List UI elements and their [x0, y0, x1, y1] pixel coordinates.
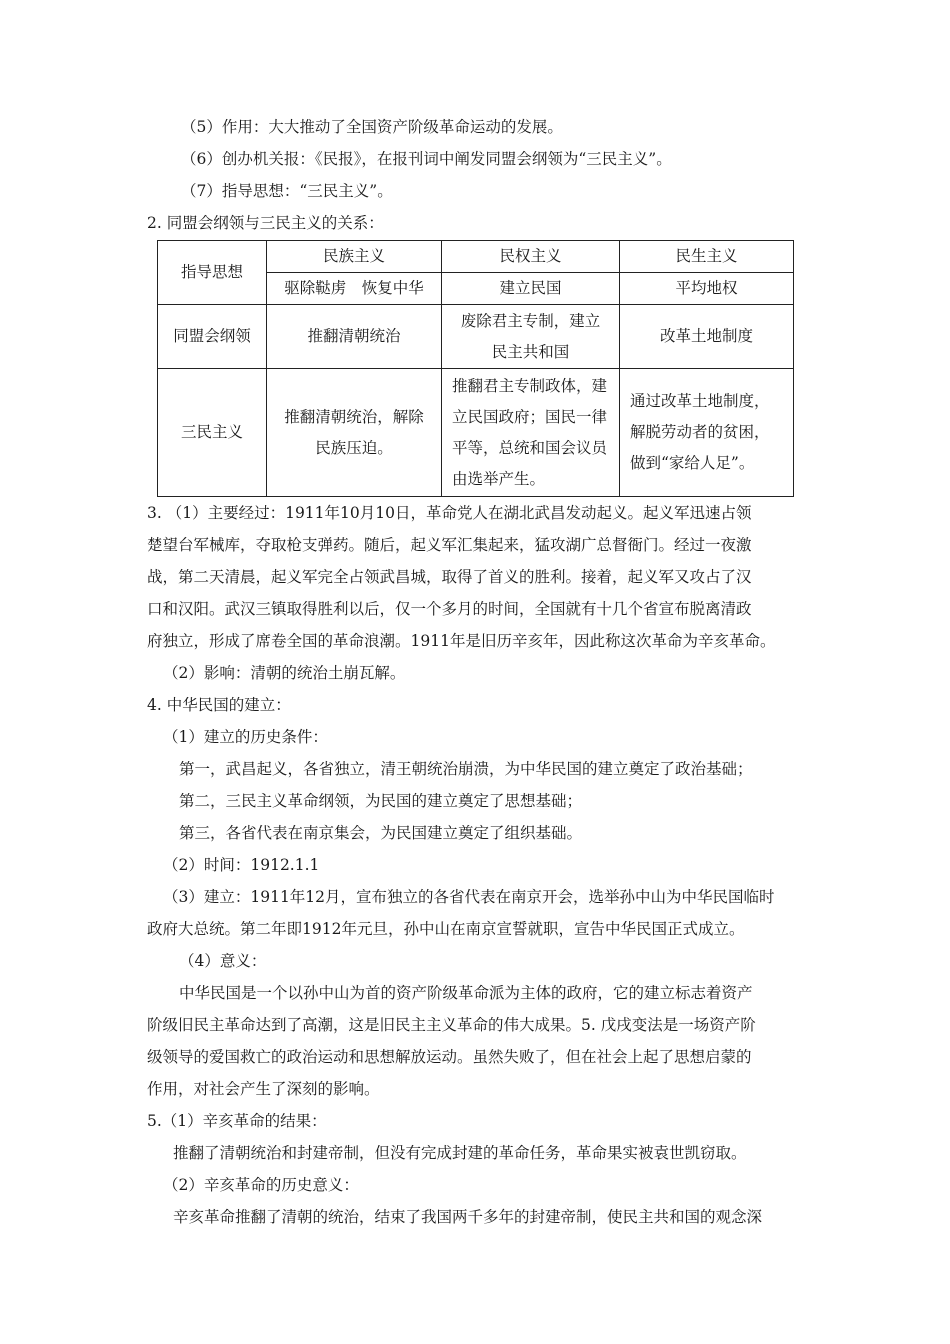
paragraph: 推翻了清朝统治和封建帝制，但没有完成封建的革命任务，革命果实被袁世凯窃取。: [173, 1144, 747, 1162]
paragraph: 辛亥革命推翻了清朝的统治，结束了我国两千多年的封建帝制，使民主共和国的观念深: [173, 1208, 763, 1226]
paragraph: （3）建立：1911年12月，宣布独立的各省代表在南京开会，选举孙中山为中华民国临时: [163, 888, 775, 906]
paragraph: （1）建立的历史条件：: [163, 728, 328, 746]
table-header: 民权主义: [442, 241, 620, 273]
table-cell: 废除君主专制，建立民主共和国: [442, 305, 620, 369]
paragraph: 中华民国是一个以孙中山为首的资产阶级革命派为主体的政府，它的建立标志着资产: [179, 984, 753, 1002]
table-row: [158, 305, 794, 369]
table-row: [158, 241, 794, 273]
paragraph: 作用，对社会产生了深刻的影响。: [147, 1080, 380, 1098]
table-cell: 推翻清朝统治: [267, 305, 442, 369]
table-cell: 推翻清朝统治，解除民族压迫。: [267, 369, 442, 497]
table-cell: 推翻君主专制政体，建立民国政府；国民一律平等，总统和国会议员由选举产生。: [442, 369, 620, 497]
paragraph: 第二，三民主义革命纲领，为民国的建立奠定了思想基础；: [179, 792, 583, 810]
table-cell: 平均地权: [620, 273, 794, 305]
paragraph: （2）影响：清朝的统治土崩瓦解。: [163, 664, 406, 682]
table-cell: 通过改革土地制度，解脱劳动者的贫困，做到“家给人足”。: [620, 369, 794, 497]
paragraph: （4）意义：: [179, 952, 267, 970]
paragraph: 楚望台军械库，夺取枪支弹药。随后，起义军汇集起来，猛攻湖广总督衙门。经过一夜激: [147, 536, 752, 554]
paragraph: 第三，各省代表在南京集会，为民国建立奠定了组织基础。: [179, 824, 583, 842]
table-cell: 建立民国: [442, 273, 620, 305]
paragraph: 政府大总统。第二年即1912年元旦，孙中山在南京宣誓就职，宣告中华民国正式成立。: [147, 920, 745, 938]
section-heading: 2. 同盟会纲领与三民主义的关系：: [147, 214, 384, 232]
section-heading: 5.（1）辛亥革命的结果：: [147, 1112, 327, 1130]
paragraph: 级领导的爱国救亡的政治运动和思想解放运动。虽然失败了，但在社会上起了思想启蒙的: [147, 1048, 752, 1066]
program-relation-table: [157, 240, 794, 497]
paragraph: 府独立，形成了席卷全国的革命浪潮。1911年是旧历辛亥年，因此称这次革命为辛亥革命。: [147, 632, 776, 650]
table-cell: 改革土地制度: [620, 305, 794, 369]
table-row: [158, 369, 794, 497]
paragraph: （6）创办机关报：《民报》，在报刊词中阐发同盟会纲领为“三民主义”。: [181, 150, 672, 168]
section-heading: 3. （1）主要经过：1911年10月10日，革命党人在湖北武昌发动起义。起义军迅速占领: [147, 504, 752, 522]
paragraph: （5）作用：大大推动了全国资产阶级革命运动的发展。: [181, 118, 563, 136]
paragraph: 战，第二天清晨，起义军完全占领武昌城，取得了首义的胜利。接着，起义军又攻占了汉: [147, 568, 752, 586]
row-label: 指导思想: [158, 241, 267, 305]
paragraph: （2）辛亥革命的历史意义：: [163, 1176, 359, 1194]
table-header: 民族主义: [267, 241, 442, 273]
paragraph: （7）指导思想：“三民主义”。: [181, 182, 393, 200]
section-heading: 4. 中华民国的建立：: [147, 696, 291, 714]
row-label: 三民主义: [158, 369, 267, 497]
paragraph: 口和汉阳。武汉三镇取得胜利以后，仅一个多月的时间，全国就有十几个省宣布脱离清政: [147, 600, 752, 618]
paragraph: 第一，武昌起义，各省独立，清王朝统治崩溃，为中华民国的建立奠定了政治基础；: [179, 760, 753, 778]
paragraph: （2）时间：1912.1.1: [163, 856, 320, 874]
table-header: 民生主义: [620, 241, 794, 273]
paragraph: 阶级旧民主革命达到了高潮，这是旧民主主义革命的伟大成果。5. 戊戌变法是一场资产阶: [147, 1016, 756, 1034]
row-label: 同盟会纲领: [158, 305, 267, 369]
table-cell: 驱除鞑虏 恢复中华: [267, 273, 442, 305]
